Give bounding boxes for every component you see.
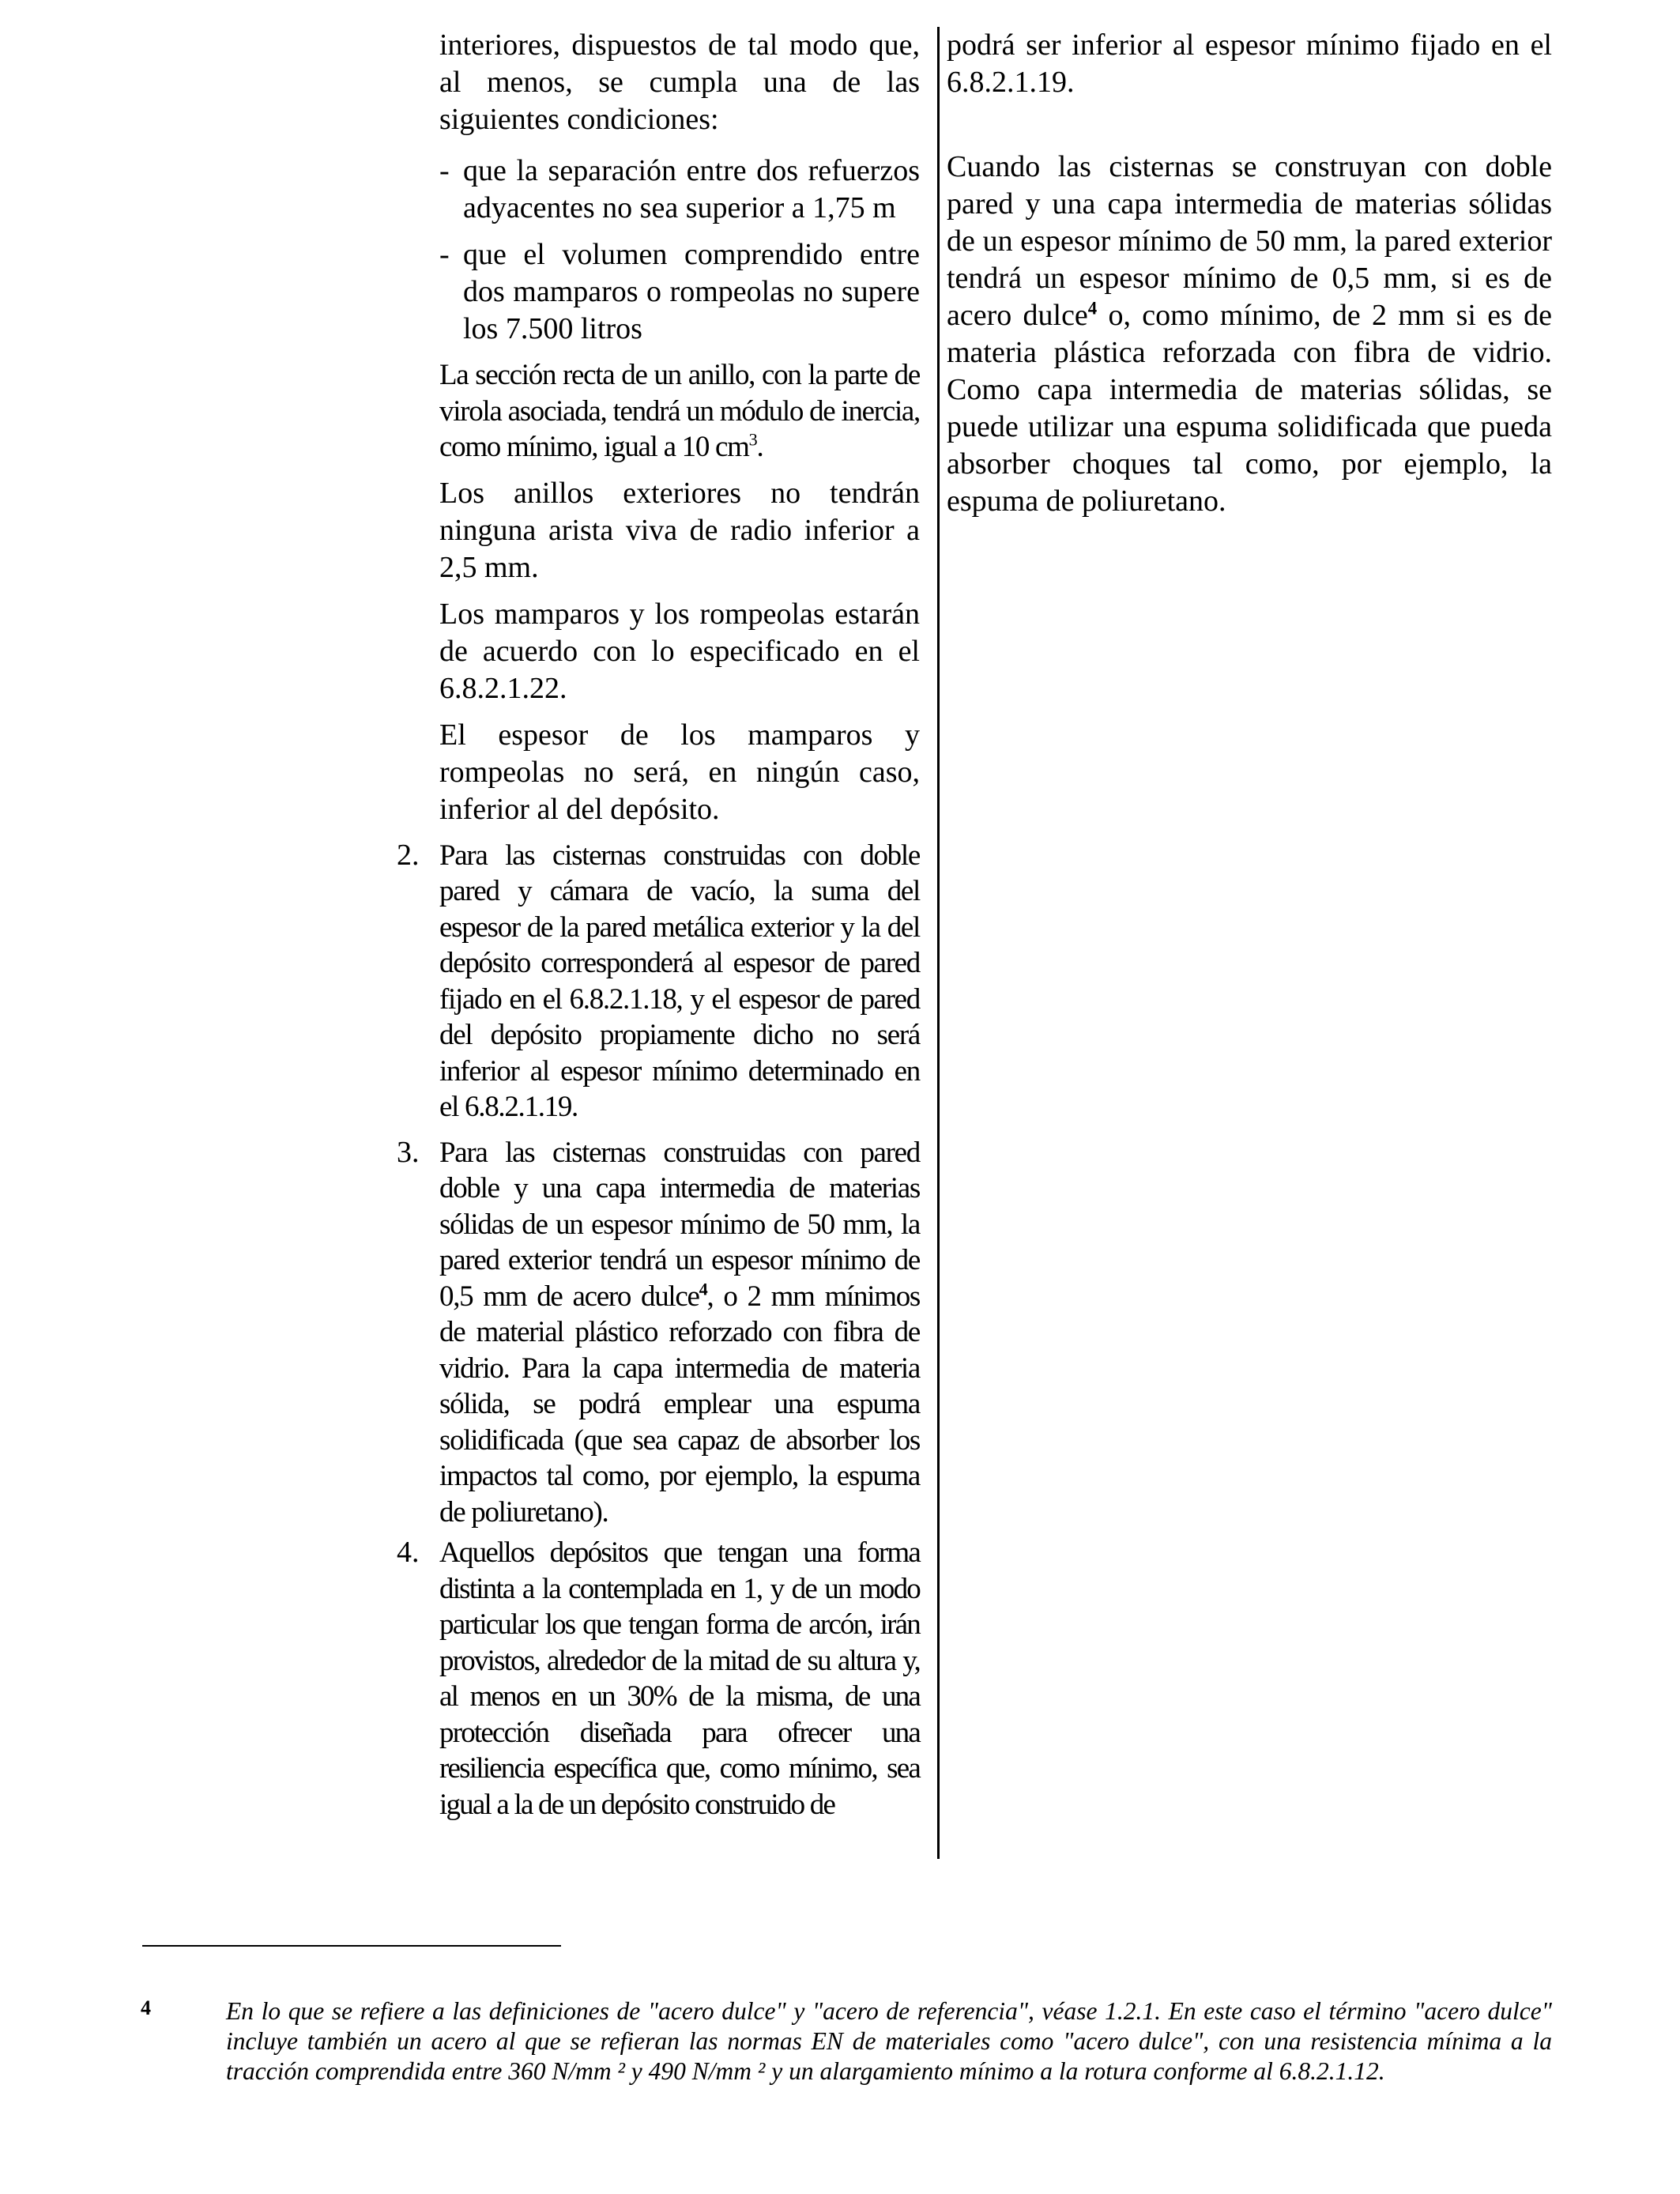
anillo-paragraph [439, 357, 920, 466]
intro-paragraph: interiores, dispuestos de tal modo que, al menos, se cumpla una de las siguientes condiciones: [439, 28, 920, 136]
item-number-2: 2. [397, 838, 420, 872]
right-paragraph-2 [947, 149, 1552, 520]
numbered-item-2 [397, 838, 920, 1125]
footnote-ref-4[interactable]: 4 [699, 1279, 707, 1299]
espesor-paragraph: El espesor de los mamparos y rompeolas no será, en ningún caso, inferior al del depósito. [439, 718, 920, 826]
anillo-end: . [756, 431, 763, 463]
item-text-3b: , o 2 mm mínimos de material plástico reforzado con fibra de vidrio. Para la capa intermedia de materia sólida, se podrá emplear una espuma solidificada (que sea capaz de absorber los impactos tal como, por ejemplo, la espuma de poliuretano). [439, 1280, 920, 1529]
right-paragraph-1: podrá ser inferior al espesor mínimo fijado en el 6.8.2.1.19. [947, 28, 1552, 99]
dash-bullet: - [439, 154, 450, 187]
numbered-item-3 [397, 1135, 920, 1531]
item-text-2: Para las cisternas construidas con doble pared y cámara de vacío, la suma del espesor de la pared metálica exterior y la del depósito corresponderá al espesor de pared fijado en el 6.8.2.1.18, y el espesor de pared del depósito propiamente dicho no será inferior al espesor mínimo determinado en el 6.8.2.1.19. [439, 839, 920, 1123]
numbered-item-4 [397, 1535, 920, 1823]
item-number-4: 4. [397, 1536, 420, 1569]
item-number-3: 3. [397, 1135, 420, 1169]
condition-item-1 [439, 153, 920, 227]
footnote-number: 4 [141, 1996, 151, 2019]
item-text-4: Aquellos depósitos que tengan una forma distinta a la contemplada en 1, y de un modo particular los que tengan forma de arcón, irán provistos, alrededor de la mitad de su altura y, al menos en un 30% de la misma, de una protección diseñada para ofrecer una resiliencia específica que, como mínimo, sea igual a la de un depósito construido de [439, 1536, 920, 1821]
right-column [947, 27, 1552, 520]
condition-text-1: que la separación entre dos refuerzos adyacentes no sea superior a 1,75 m [463, 154, 920, 224]
footnote-ref-4[interactable]: 4 [1087, 298, 1098, 319]
anillo-superscript: 3 [748, 429, 757, 450]
exteriores-paragraph: Los anillos exteriores no tendrán ninguna arista viva de radio inferior a 2,5 mm. [439, 476, 920, 584]
item-text-3 [439, 1135, 920, 1531]
item-text-3a: Para las cisternas construidas con pared doble y una capa intermedia de materias sólidas de un espesor mínimo de 50 mm, la pared exterior tendrá un espesor mínimo de 0,5 mm de acero dulce [439, 1136, 920, 1313]
footnote-text: En lo que se refiere a las definiciones de "acero dulce" y "acero de referencia", véase 1.2.1. En este caso el término "acero dulce" incluye también un acero al que se refieran las normas EN de materiales como "acero dulce", con una resistencia mínima a la tracción comprendida entre 360 N/mm ² y 490 N/mm ² y un alargamiento mínimo a la rotura conforme al 6.8.2.1.12. [226, 1997, 1552, 2085]
column-divider [937, 27, 940, 1859]
right-text-2a: Cuando las cisternas se construyan con doble pared y una capa intermedia de materias sólidas de un espesor mínimo de 50 mm, la pared exterior tendrá un espesor mínimo de 0,5 mm, si es de acero dulce [947, 150, 1552, 332]
mamparos-paragraph: Los mamparos y los rompeolas estarán de acuerdo con lo especificado en el 6.8.2.1.22. [439, 597, 920, 705]
left-column [397, 27, 920, 1823]
condition-item-2 [439, 236, 920, 348]
right-text-2b: o, como mínimo, de 2 mm si es de materia plástica reforzada con fibra de vidrio. Como capa intermedia de materias sólidas, se puede utilizar una espuma solidificada que pueda absorber choques tal como, por ejemplo, la espuma de poliuretano. [947, 299, 1552, 518]
condition-text-2: que el volumen comprendido entre dos mamparos o rompeolas no supere los 7.500 litros [463, 238, 920, 345]
dash-bullet: - [439, 238, 450, 271]
footnote-separator [142, 1945, 561, 1947]
anillo-text: La sección recta de un anillo, con la parte de virola asociada, tendrá un módulo de inercia, como mínimo, igual a 10 cm [439, 359, 920, 463]
